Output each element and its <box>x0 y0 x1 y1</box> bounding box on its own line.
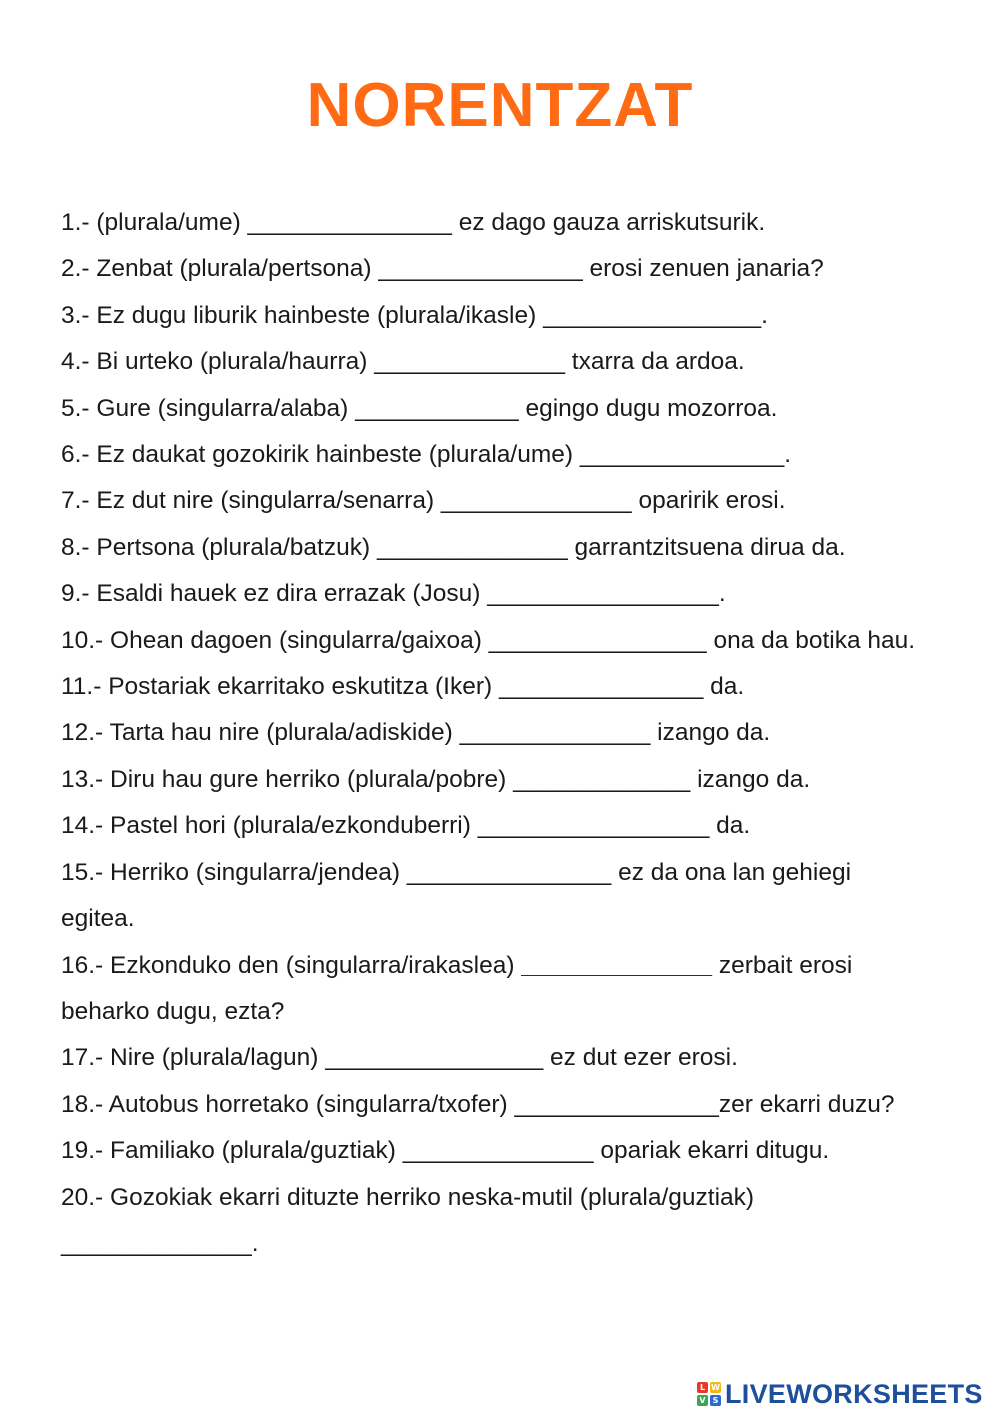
question-text-end: txarra da ardoa. <box>564 348 745 376</box>
answer-blank[interactable]: _________________ <box>477 812 710 840</box>
question-text: 6.- Ez daukat gozokirik hainbeste (plurala/ume) <box>61 441 580 469</box>
question-item <box>61 710 931 756</box>
question-item <box>61 803 931 849</box>
answer-blank[interactable]: ________________ <box>325 1044 544 1072</box>
question-text: 15.- Herriko (singularra/jendea) <box>61 858 407 886</box>
question-text-end: izango da. <box>650 719 771 747</box>
question-item <box>61 525 931 571</box>
question-text: 10.- Ohean dagoen (singularra/gaixoa) <box>61 626 489 654</box>
question-item <box>61 293 931 339</box>
question-item <box>61 571 931 617</box>
logo-text: LIVEWORKSHEETS <box>725 1378 983 1409</box>
answer-blank[interactable]: _______________ <box>514 1090 719 1118</box>
question-item <box>61 1175 931 1268</box>
question-text: 8.- Pertsona (plurala/batzuk) <box>61 533 377 561</box>
question-item <box>61 943 931 1036</box>
question-text: 12.- Tarta hau nire (plurala/adiskide) <box>61 719 460 747</box>
answer-blank[interactable]: ______________ <box>521 951 713 979</box>
answer-blank[interactable]: _________________ <box>487 580 719 608</box>
question-text-end: erosi zenuen janaria? <box>582 255 824 283</box>
answer-blank[interactable]: ______________ <box>459 719 651 747</box>
question-text-end: opariak ekarri ditugu. <box>593 1137 830 1165</box>
question-item <box>61 386 931 432</box>
question-text-end: oparirik erosi. <box>631 487 786 515</box>
question-item <box>61 757 931 803</box>
question-item <box>61 200 931 246</box>
question-text: 11.- Postariak ekarritako eskutitza (Iker) <box>61 673 499 701</box>
answer-blank[interactable]: ______________ <box>440 487 632 515</box>
question-text: 19.- Familiako (plurala/guztiak) <box>61 1137 403 1165</box>
question-item <box>61 1035 931 1081</box>
answer-blank[interactable]: _______________ <box>378 255 583 283</box>
question-text-end: da. <box>709 812 751 840</box>
question-item <box>61 850 931 943</box>
question-text-end: garrantzitsuena dirua da. <box>567 533 846 561</box>
question-text-end: egingo dugu mozorroa. <box>518 394 778 422</box>
question-text: 3.- Ez dugu liburik hainbeste (plurala/ikasle) <box>61 301 544 329</box>
answer-blank[interactable]: _______________ <box>579 441 785 469</box>
answer-blank[interactable]: ______________ <box>376 533 568 561</box>
question-text-end: da. <box>703 673 745 701</box>
question-text: 7.- Ez dut nire (singularra/senarra) <box>61 487 441 515</box>
answer-blank[interactable]: _______________ <box>498 673 704 701</box>
question-text: 14.- Pastel hori (plurala/ezkonduberri) <box>61 812 478 840</box>
question-list <box>61 200 931 1267</box>
answer-blank[interactable]: _______________ <box>406 858 612 886</box>
question-item <box>61 1082 931 1128</box>
answer-blank[interactable]: _____________ <box>513 765 691 793</box>
answer-blank[interactable]: ______________ <box>402 1137 594 1165</box>
liveworksheets-logo[interactable] <box>697 1376 983 1412</box>
question-text-end: zer ekarri duzu? <box>718 1090 895 1118</box>
question-text-end: ez da ona lan gehiegi egitea. <box>61 858 852 933</box>
question-text: 1.- (plurala/ume) <box>61 209 248 236</box>
question-text-end: izango da. <box>690 765 811 793</box>
question-item <box>61 478 931 524</box>
question-text: 17.- Nire (plurala/lagun) <box>61 1044 326 1072</box>
question-text-end: . <box>784 441 792 469</box>
question-text: 16.- Ezkonduko den (singularra/irakaslea) <box>61 951 522 979</box>
answer-blank[interactable]: ________________ <box>488 626 707 654</box>
question-item <box>61 664 931 710</box>
answer-blank[interactable]: ______________ <box>61 1229 252 1257</box>
page-title: NORENTZAT <box>306 71 694 140</box>
answer-blank[interactable]: ____________ <box>355 394 519 422</box>
answer-blank[interactable]: _______________ <box>247 209 452 236</box>
question-text-end: ona da botika hau. <box>706 626 916 654</box>
question-item <box>61 432 931 478</box>
question-text-end: . <box>718 580 726 608</box>
answer-blank[interactable]: ________________ <box>543 301 762 329</box>
question-text: 4.- Bi urteko (plurala/haurra) <box>61 348 375 376</box>
question-text-end: . <box>251 1229 259 1257</box>
question-item <box>61 246 931 292</box>
question-text-end: ez dago gauza arriskutsurik. <box>451 209 766 236</box>
answer-blank[interactable]: ______________ <box>374 348 565 376</box>
question-item <box>61 1128 931 1174</box>
question-text: 2.- Zenbat (plurala/pertsona) <box>61 255 379 283</box>
question-text-end: . <box>761 301 768 329</box>
question-text: 13.- Diru hau gure herriko (plurala/pobre) <box>61 765 514 793</box>
question-text-end: zerbait erosi beharko dugu, ezta? <box>61 951 853 1025</box>
question-text: 9.- Esaldi hauek ez dira errazak (Josu) <box>61 580 488 608</box>
logo-mark-icon: L W V S <box>697 1382 721 1406</box>
question-item <box>61 339 931 385</box>
question-text: 20.- Gozokiak ekarri dituzte herriko neska-mutil (plurala/guztiak) <box>61 1183 755 1211</box>
question-text: 18.- Autobus horretako (singularra/txofer) <box>61 1090 515 1118</box>
question-text: 5.- Gure (singularra/alaba) <box>61 394 356 422</box>
question-item <box>61 618 931 664</box>
question-text-end: ez dut ezer erosi. <box>543 1044 738 1072</box>
